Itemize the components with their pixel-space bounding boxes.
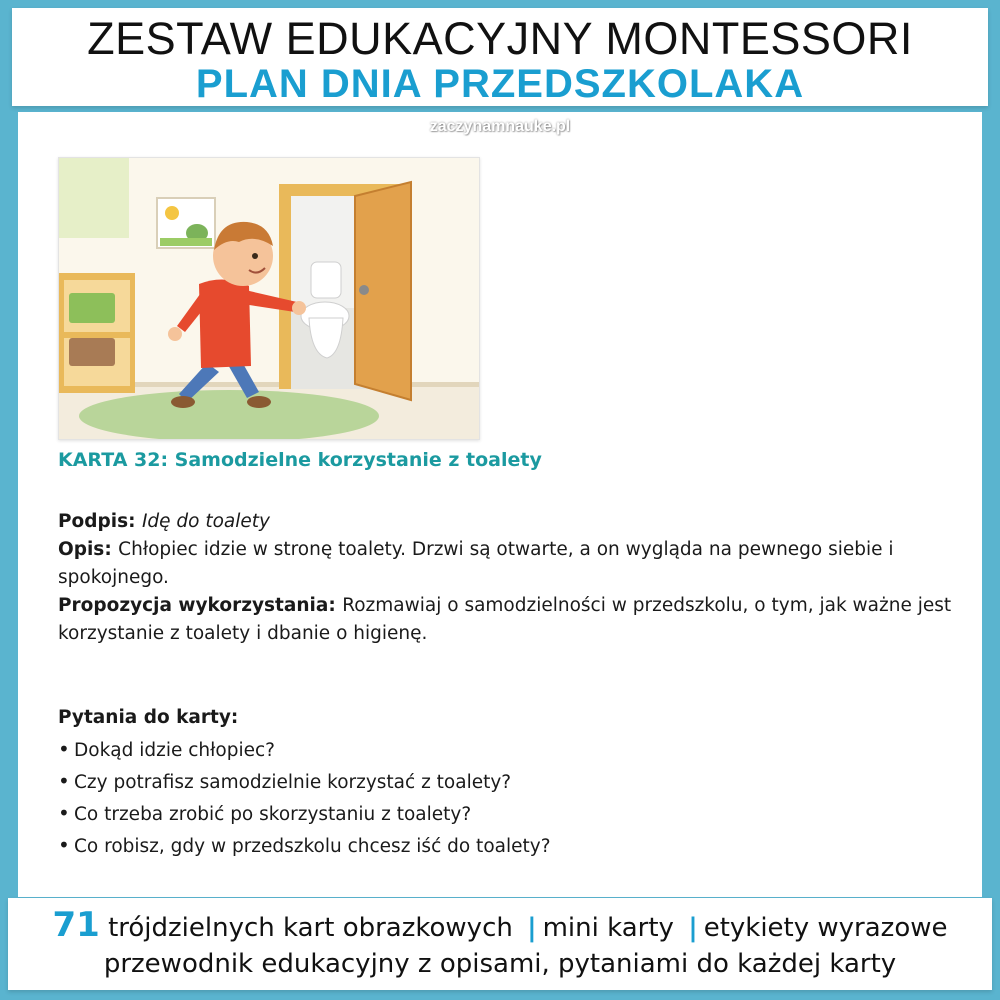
footer-separator: | (527, 913, 537, 943)
page-subtitle: PLAN DNIA PRZEDSZKOLAKA (195, 62, 805, 106)
questions-list (58, 734, 958, 862)
footer-separator: | (688, 913, 698, 943)
list-item: • Czy potrafisz samodzielnie korzystać z toalety? (58, 766, 958, 798)
footer-item-mini-cards: mini karty (542, 913, 674, 943)
usage-row (58, 592, 958, 648)
header-banner (12, 8, 988, 106)
footer-line-1 (8, 898, 992, 947)
page-title: ZESTAW EDUKACYJNY MONTESSORI (87, 13, 913, 64)
caption-row (58, 508, 958, 536)
card-description-block (58, 508, 958, 648)
card-illustration (58, 157, 480, 440)
questions-block (58, 702, 958, 862)
card-count: 71 (52, 905, 100, 945)
list-item: • Co robisz, gdy w przedszkolu chcesz iść do toalety? (58, 830, 958, 862)
questions-heading: Pytania do karty: (58, 707, 239, 728)
caption-label: Podpis: (58, 511, 142, 532)
card-title: KARTA 32: Samodzielne korzystanie z toalety (58, 449, 542, 471)
footer-banner (8, 898, 992, 990)
watermark: zaczynamnauke.pl (429, 118, 571, 135)
footer-line-2: przewodnik edukacyjny z opisami, pytaniami do każdej karty (103, 949, 897, 979)
footer-item-labels: etykiety wyrazowe (703, 913, 948, 943)
usage-label: Propozycja wykorzystania: (58, 595, 343, 616)
description-label: Opis: (58, 539, 119, 560)
footer-item-cards: trójdzielnych kart obrazkowych (108, 913, 513, 943)
description-value: Chłopiec idzie w stronę toalety. Drzwi są otwarte, a on wygląda na pewnego siebie i spokojnego. (58, 539, 894, 588)
list-item: • Co trzeba zrobić po skorzystaniu z toalety? (58, 798, 958, 830)
usage-value: Rozmawiaj o samodzielności w przedszkolu, o tym, jak ważne jest korzystanie z toalety i dbanie o higienę. (58, 595, 952, 644)
boy-walking-to-toilet-illustration (59, 158, 480, 440)
list-item: • Dokąd idzie chłopiec? (58, 734, 958, 766)
description-row (58, 536, 958, 592)
content-card (18, 112, 982, 897)
caption-value: Idę do toalety (141, 511, 270, 532)
